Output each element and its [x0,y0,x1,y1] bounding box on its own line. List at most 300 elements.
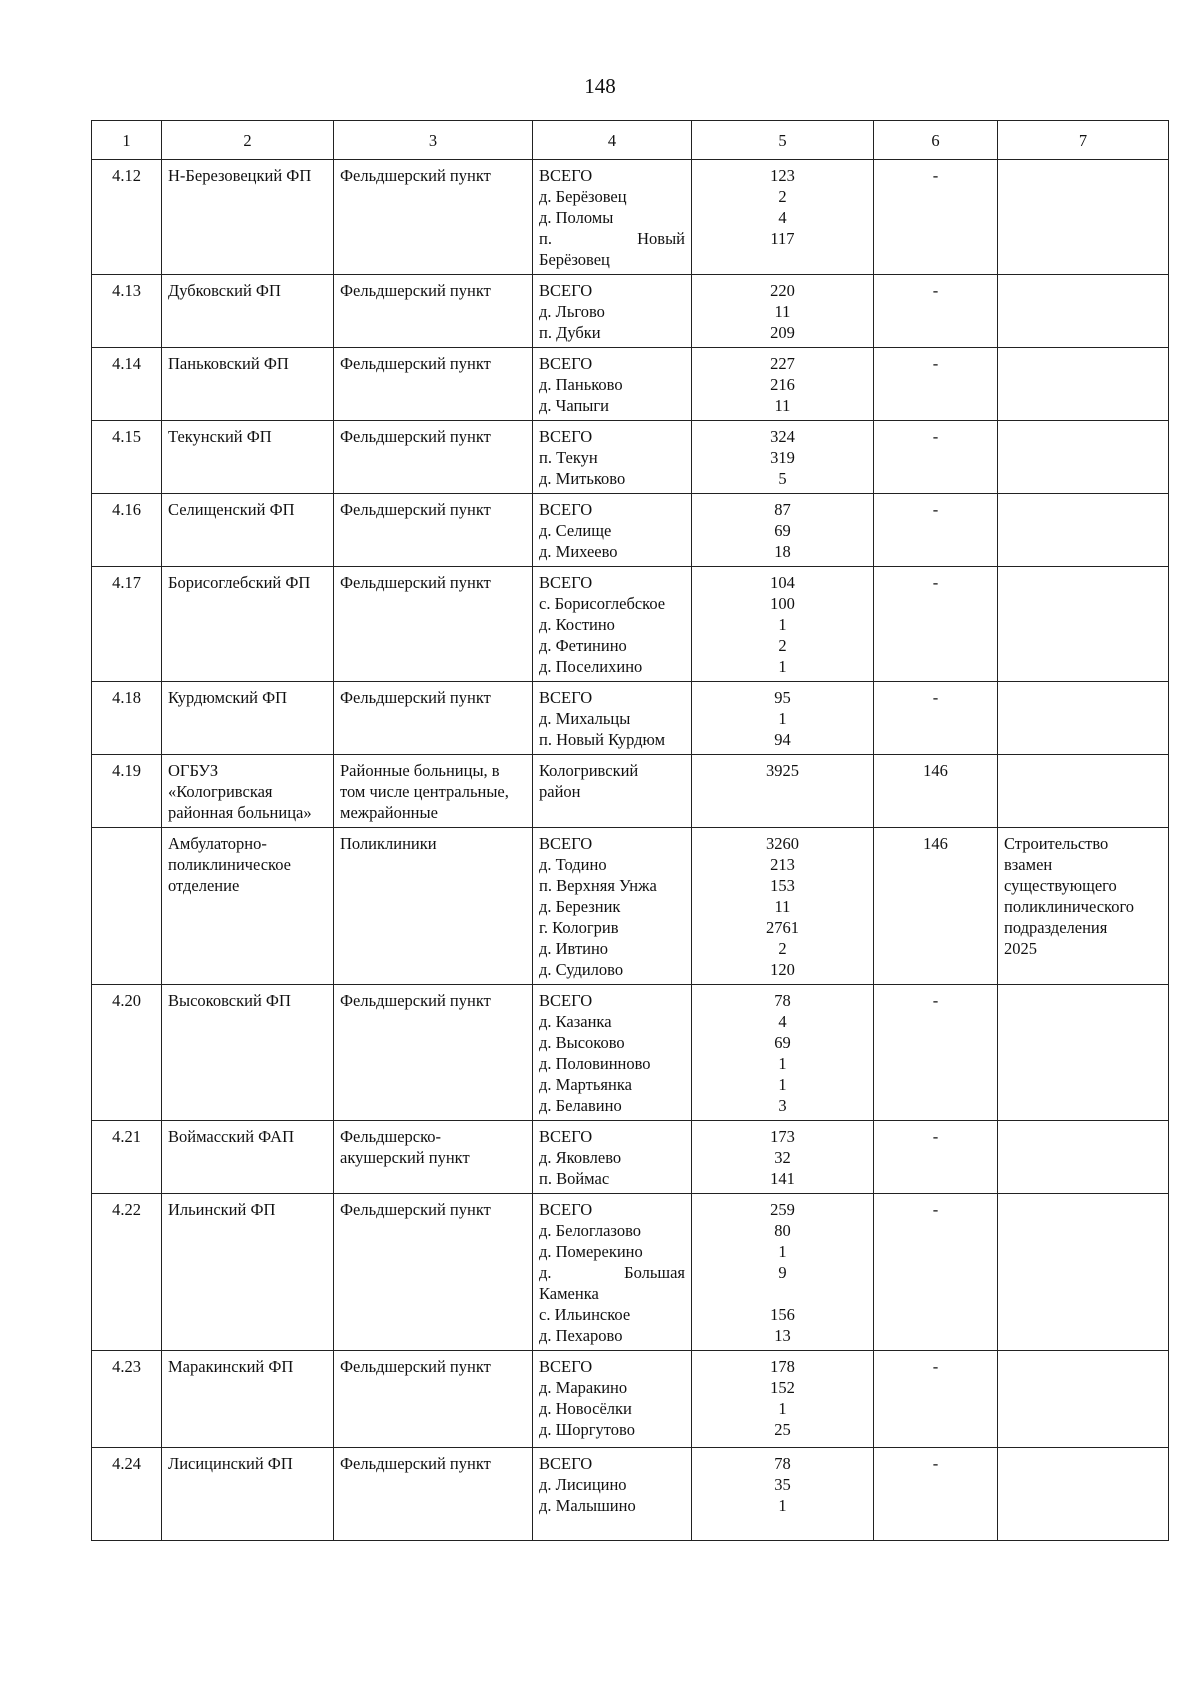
facility-type-line: Поликлиники [340,834,437,853]
settlements-cell [533,1194,692,1351]
facility-name-line: Высоковский ФП [168,991,291,1010]
facility-type-cell [334,421,533,494]
row-number-cell [92,828,162,985]
population-value: 209 [770,323,795,342]
table-row [92,1448,1169,1541]
population-cell [692,421,874,494]
facility-type-line: Фельдшерский пункт [340,688,491,707]
settlement-line: Кологривский [539,761,639,780]
facility-name-cell [162,755,334,828]
facility-name-cell [162,494,334,567]
settlement-line: д. Михальцы [539,709,631,728]
settlements-cell [533,421,692,494]
settlement-line: ВСЕГО [539,834,593,853]
column-6-value: - [932,427,939,446]
settlement-line: с. Ильинское [539,1305,631,1324]
settlement-line: д. Казанка [539,1012,612,1031]
notes-cell [998,494,1169,567]
facility-name-cell [162,1121,334,1194]
facility-type-line: Фельдшерско- [340,1127,442,1146]
population-value: 11 [774,302,791,321]
table-row [92,348,1169,421]
row-number: 4.23 [112,1357,141,1376]
facility-type-line: Фельдшерский пункт [340,1454,491,1473]
notes-cell [998,828,1169,985]
column-6-cell [874,1194,998,1351]
facility-name-cell [162,160,334,275]
row-number: 4.13 [112,281,141,300]
column-6-cell [874,567,998,682]
facility-name-cell [162,985,334,1121]
population-value: 120 [770,960,795,979]
facility-type-line: акушерский пункт [340,1148,470,1167]
column-6-cell [874,755,998,828]
notes-cell [998,348,1169,421]
notes-cell [998,1121,1169,1194]
facility-name-line: Лисицинский ФП [168,1454,293,1473]
facility-type-cell [334,828,533,985]
facility-name-line: Дубковский ФП [168,281,281,300]
population-value: 13 [774,1326,791,1345]
population-value: 227 [770,354,795,373]
population-value: 80 [774,1221,791,1240]
column-6-cell [874,275,998,348]
facility-type-cell [334,1351,533,1448]
facilities-table [91,120,1169,1541]
settlement-line: д. Селище [539,521,612,540]
column-6-value: - [932,354,939,373]
column-6-value: - [932,1454,939,1473]
row-number: 4.20 [112,991,141,1010]
facility-type-cell [334,160,533,275]
facility-type-line: межрайонные [340,803,438,822]
facility-type-cell [334,985,533,1121]
population-value: 11 [774,396,791,415]
population-value: 178 [770,1357,795,1376]
population-value: 2761 [766,918,799,937]
facility-name-line: отделение [168,876,240,895]
facility-type-cell [334,567,533,682]
table-row [92,1194,1169,1351]
column-header: 2 [162,121,334,160]
column-header: 6 [874,121,998,160]
settlement-line: ВСЕГО [539,688,593,707]
settlement-line: п. Текун [539,448,598,467]
settlements-cell [533,275,692,348]
settlement-line: д. Паньково [539,375,623,394]
population-value: 1 [778,1054,787,1073]
facility-type-line: том числе центральные, [340,782,509,801]
row-number-cell [92,985,162,1121]
settlements-cell [533,755,692,828]
population-cell [692,1448,874,1541]
facility-name-line: Маракинский ФП [168,1357,294,1376]
settlement-line: ВСЕГО [539,281,593,300]
table-row [92,755,1169,828]
row-number: 4.17 [112,573,141,592]
settlement-line: д. Яковлево [539,1148,622,1167]
facility-type-cell [334,1121,533,1194]
facility-type-line: Фельдшерский пункт [340,1357,491,1376]
population-cell [692,1121,874,1194]
facility-name-line: Курдюмский ФП [168,688,288,707]
column-header: 7 [998,121,1169,160]
facility-name-cell [162,1351,334,1448]
row-number: 4.16 [112,500,141,519]
notes-cell [998,985,1169,1121]
facility-name-cell [162,275,334,348]
table-row [92,682,1169,755]
population-value: 1 [778,1496,787,1515]
settlement-line: ВСЕГО [539,1357,593,1376]
facility-type-cell [334,682,533,755]
population-value: 69 [774,1033,791,1052]
population-value: 69 [774,521,791,540]
facility-type-cell [334,348,533,421]
population-value: 1 [778,709,787,728]
population-value: 1 [778,657,787,676]
row-number: 4.18 [112,688,141,707]
population-value: 11 [774,897,791,916]
table-row [92,985,1169,1121]
population-value: 95 [774,688,791,707]
settlement-line: ВСЕГО [539,500,593,519]
facility-name-line: Амбулаторно- [168,834,267,853]
population-value: 123 [770,166,795,185]
population-value: 3260 [766,834,799,853]
population-cell [692,567,874,682]
population-value: 35 [774,1475,791,1494]
row-number-cell [92,755,162,828]
population-value: 100 [770,594,795,613]
population-value: 319 [770,448,795,467]
settlements-cell [533,160,692,275]
population-value: 117 [770,229,795,248]
settlement-line: д. Костино [539,615,615,634]
population-value: 3 [778,1096,787,1115]
row-number: 4.22 [112,1200,141,1219]
population-value: 1 [778,615,787,634]
column-header: 4 [533,121,692,160]
facility-type-line: Фельдшерский пункт [340,427,491,446]
settlement-line: д. Ивтино [539,939,609,958]
settlement-line: д. Белавино [539,1096,622,1115]
population-value: 18 [774,542,791,561]
settlement-line: ВСЕГО [539,354,593,373]
population-value: 324 [770,427,795,446]
row-number-cell [92,682,162,755]
note-line: взамен [1004,855,1053,874]
row-number: 4.19 [112,761,141,780]
table-row [92,1121,1169,1194]
column-6-value: 146 [923,761,948,780]
notes-cell [998,755,1169,828]
population-value: 156 [770,1305,795,1324]
notes-cell [998,421,1169,494]
column-6-value: - [932,1200,939,1219]
settlement-line: п. Дубки [539,323,601,342]
facility-name-line: Паньковский ФП [168,354,289,373]
facility-type-line: Фельдшерский пункт [340,573,491,592]
settlement-line: д. Померекино [539,1242,643,1261]
row-number-cell [92,1121,162,1194]
facility-type-line: Фельдшерский пункт [340,354,491,373]
table-row [92,828,1169,985]
column-6-value: - [932,166,939,185]
note-line: 2025 [1004,939,1037,958]
population-value: 141 [770,1169,795,1188]
population-cell [692,755,874,828]
table-row [92,275,1169,348]
population-value: 3925 [766,761,799,780]
facility-type-line: Фельдшерский пункт [340,166,491,185]
header-row [92,121,1169,160]
settlement-line: ВСЕГО [539,1454,593,1473]
row-number-cell [92,348,162,421]
settlement-line: ВСЕГО [539,573,593,592]
facility-type-cell [334,494,533,567]
settlement-line: д. Михеево [539,542,618,561]
column-6-value: - [932,688,939,707]
population-value: 2 [778,939,787,958]
facility-name-cell [162,348,334,421]
population-value: 32 [774,1148,791,1167]
settlement-line: ВСЕГО [539,427,593,446]
facility-type-line: Фельдшерский пункт [340,281,491,300]
population-value: 9 [778,1263,787,1282]
settlement-line: д. Чапыги [539,396,609,415]
population-cell [692,494,874,567]
settlement-line: д. Половинново [539,1054,651,1073]
population-value: 87 [774,500,791,519]
facility-name-line: ОГБУЗ [168,761,219,780]
column-6-cell [874,1448,998,1541]
population-cell [692,1194,874,1351]
settlement-line: д. Тодино [539,855,607,874]
settlement-line: п. Воймас [539,1169,610,1188]
settlement-line: д. Судилово [539,960,624,979]
population-value: 25 [774,1420,791,1439]
notes-cell [998,160,1169,275]
notes-cell [998,1351,1169,1448]
population-value: 220 [770,281,795,300]
population-cell [692,160,874,275]
column-header: 1 [92,121,162,160]
column-6-cell [874,828,998,985]
settlements-cell [533,494,692,567]
settlements-cell [533,567,692,682]
facility-name-cell [162,682,334,755]
facility-name-line: Борисоглебский ФП [168,573,311,592]
facility-name-line: Текунский ФП [168,427,272,446]
settlement-line: п. Новый Берёзовец [539,229,685,269]
note-line: Строительство [1004,834,1109,853]
facility-name-line: «Кологривская [168,782,273,801]
column-6-value: 146 [923,834,948,853]
note-line: существующего [1004,876,1117,895]
notes-cell [998,275,1169,348]
settlement-line: д. Маракино [539,1378,628,1397]
facility-type-cell [334,1194,533,1351]
population-value: 78 [774,1454,791,1473]
settlement-line: д. Большая Каменка [539,1263,685,1303]
row-number-cell [92,275,162,348]
facility-type-cell [334,755,533,828]
table-row [92,160,1169,275]
row-number-cell [92,1448,162,1541]
row-number-cell [92,567,162,682]
column-header: 3 [334,121,533,160]
population-value: 1 [778,1399,787,1418]
settlement-line: ВСЕГО [539,166,593,185]
column-6-value: - [932,991,939,1010]
population-value [698,1283,867,1304]
population-value: 4 [778,1012,787,1031]
population-cell [692,828,874,985]
population-cell [692,1351,874,1448]
settlement-line: д. Берёзовец [539,187,627,206]
settlement-line: п. Верхняя Унжа [539,876,657,895]
population-value: 1 [778,1075,787,1094]
settlement-line: с. Борисоглебское [539,594,666,613]
row-number: 4.24 [112,1454,141,1473]
note-line: поликлинического [1004,897,1135,916]
settlement-line: ВСЕГО [539,991,593,1010]
facility-type-cell [334,275,533,348]
note-line: подразделения [1004,918,1108,937]
settlement-line: г. Кологрив [539,918,619,937]
row-number: 4.21 [112,1127,141,1146]
notes-cell [998,1448,1169,1541]
column-6-value: - [932,1127,939,1146]
column-6-value: - [932,573,939,592]
settlements-cell [533,348,692,421]
settlements-cell [533,1121,692,1194]
row-number: 4.15 [112,427,141,446]
settlement-line: д. Новосёлки [539,1399,632,1418]
facility-name-line: Воймасский ФАП [168,1127,295,1146]
settlement-line: д. Мартьянка [539,1075,632,1094]
population-value: 78 [774,991,791,1010]
column-6-value: - [932,500,939,519]
settlement-line: ВСЕГО [539,1127,593,1146]
population-value: 2 [778,187,787,206]
column-6-cell [874,160,998,275]
column-6-cell [874,1121,998,1194]
facility-name-line: поликлиническое [168,855,291,874]
facility-name-cell [162,1194,334,1351]
column-6-cell [874,348,998,421]
column-6-value: - [932,1357,939,1376]
row-number-cell [92,160,162,275]
population-cell [692,682,874,755]
population-value: 2 [778,636,787,655]
facility-name-cell [162,828,334,985]
population-value: 4 [778,208,787,227]
settlements-cell [533,1448,692,1541]
population-value: 173 [770,1127,795,1146]
facility-name-cell [162,1448,334,1541]
table-row [92,494,1169,567]
settlements-cell [533,828,692,985]
notes-cell [998,1194,1169,1351]
settlement-line: д. Поломы [539,208,614,227]
column-6-cell [874,985,998,1121]
population-value: 1 [778,1242,787,1261]
table-row [92,567,1169,682]
settlement-line: район [539,782,581,801]
settlements-cell [533,682,692,755]
population-cell [692,985,874,1121]
facility-name-line: Н-Березовецкий ФП [168,166,312,185]
notes-cell [998,567,1169,682]
column-6-cell [874,1351,998,1448]
population-value: 259 [770,1200,795,1219]
row-number-cell [92,494,162,567]
facility-name-line: Ильинский ФП [168,1200,276,1219]
row-number-cell [92,1194,162,1351]
column-header: 5 [692,121,874,160]
row-number: 4.14 [112,354,141,373]
settlement-line: д. Фетинино [539,636,627,655]
settlement-line: ВСЕГО [539,1200,593,1219]
row-number-cell [92,421,162,494]
settlement-line: д. Лисицино [539,1475,627,1494]
population-value: 213 [770,855,795,874]
population-value: 5 [778,469,787,488]
settlement-line: д. Льгово [539,302,605,321]
facility-name-line: районная больница» [168,803,312,822]
settlement-line: д. Шоргутово [539,1420,635,1439]
settlement-line: д. Высоково [539,1033,625,1052]
facility-type-line: Фельдшерский пункт [340,1200,491,1219]
facility-type-cell [334,1448,533,1541]
settlements-cell [533,985,692,1121]
population-cell [692,275,874,348]
population-value: 152 [770,1378,795,1397]
facility-type-line: Фельдшерский пункт [340,500,491,519]
population-cell [692,348,874,421]
settlements-cell [533,1351,692,1448]
table-row [92,421,1169,494]
facility-type-line: Районные больницы, в [340,761,500,780]
row-number: 4.12 [112,166,141,185]
column-6-cell [874,682,998,755]
settlement-line: д. Березник [539,897,621,916]
column-6-cell [874,421,998,494]
population-value: 94 [774,730,791,749]
table-row [92,1351,1169,1448]
population-value: 104 [770,573,795,592]
page-number: 148 [584,74,616,98]
column-6-cell [874,494,998,567]
facility-name-cell [162,421,334,494]
settlement-line: д. Поселихино [539,657,643,676]
column-6-value: - [932,281,939,300]
facility-type-line: Фельдшерский пункт [340,991,491,1010]
population-value: 216 [770,375,795,394]
facility-name-line: Селищенский ФП [168,500,295,519]
population-value: 153 [770,876,795,895]
settlement-line: д. Белоглазово [539,1221,642,1240]
settlement-line: п. Новый Курдюм [539,730,666,749]
settlement-line: д. Митьково [539,469,626,488]
settlement-line: д. Малышино [539,1496,636,1515]
row-number-cell [92,1351,162,1448]
facility-name-cell [162,567,334,682]
notes-cell [998,682,1169,755]
settlement-line: д. Пехарово [539,1326,623,1345]
